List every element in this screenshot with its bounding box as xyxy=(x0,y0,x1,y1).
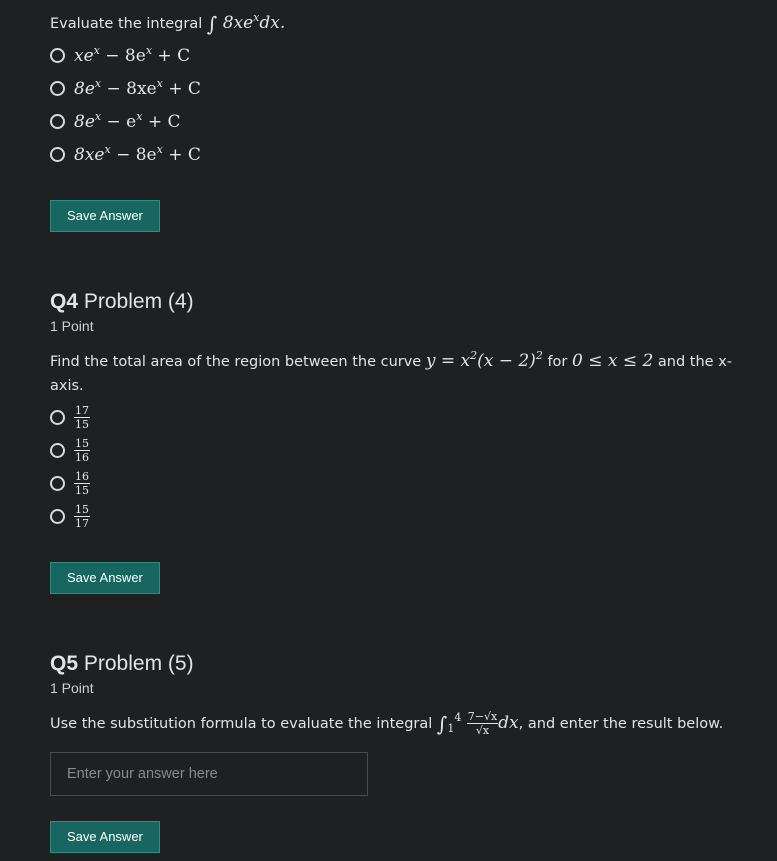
radio-button[interactable] xyxy=(50,114,65,129)
q4-number: Q4 xyxy=(50,290,79,313)
q4-option-4[interactable] xyxy=(50,500,90,533)
q5-title: Problem (5) xyxy=(83,652,194,675)
q4-save-button[interactable]: Save Answer xyxy=(50,562,160,594)
radio-button[interactable] xyxy=(50,509,65,524)
q3-option-1[interactable] xyxy=(50,39,201,72)
q5-heading xyxy=(50,652,194,676)
q4-range: 0 ≤ x ≤ 2 xyxy=(571,351,654,371)
radio-button[interactable] xyxy=(50,48,65,63)
q4-points: 1 Point xyxy=(50,318,94,334)
q3-integral: ∫ $8xe^xdx$. xyxy=(206,11,286,36)
q4-heading xyxy=(50,290,194,314)
fraction: $\frac{15}{17}$ xyxy=(75,503,89,530)
q3-save-button[interactable]: Save Answer xyxy=(50,200,160,232)
fraction: $\frac{15}{16}$ xyxy=(75,437,89,464)
q5-number: Q5 xyxy=(50,652,79,675)
q4-curve: $y = x^2(x - 2)^2$ xyxy=(425,349,543,371)
q4-options xyxy=(50,401,90,533)
q5-save-button[interactable]: Save Answer xyxy=(50,821,160,853)
q5-answer-input[interactable] xyxy=(50,752,368,796)
fraction: $\frac{17}{15}$ xyxy=(75,404,89,431)
q3-option-4[interactable] xyxy=(50,138,201,171)
q3-option-2[interactable] xyxy=(50,72,201,105)
option-label: $xe^x - 8e^x + C$ xyxy=(74,43,191,66)
q5-prompt: Use the substitution formula to evaluate the integral $\int_1^4$ $\frac{7-√x}{√x}$ dx, and enter the result below. xyxy=(50,710,724,737)
q4-option-2[interactable] xyxy=(50,434,90,467)
q3-options xyxy=(50,39,201,171)
q3-option-3[interactable] xyxy=(50,105,201,138)
fraction: $\frac{16}{15}$ xyxy=(75,470,89,497)
option-label: $8e^x - 8xe^x + C$ xyxy=(74,76,201,99)
radio-button[interactable] xyxy=(50,410,65,425)
q4-option-1[interactable] xyxy=(50,401,90,434)
q5-points: 1 Point xyxy=(50,680,94,696)
q3-prompt-text: Evaluate the integral xyxy=(50,16,203,32)
option-label: $8e^x - e^x + C$ xyxy=(74,109,181,132)
q4-prompt: Find the total area of the region between the curve $y = x^2(x - 2)^2$ for 0 ≤ x ≤ 2 and the x- axis. xyxy=(50,349,733,394)
radio-button[interactable] xyxy=(50,476,65,491)
radio-button[interactable] xyxy=(50,147,65,162)
radio-button[interactable] xyxy=(50,81,65,96)
q4-title: Problem (4) xyxy=(83,290,194,313)
q5-integral: $\int_1^4$ $\frac{7-√x}{√x}$ dx xyxy=(436,710,519,737)
q4-option-3[interactable] xyxy=(50,467,90,500)
q3-prompt xyxy=(50,11,285,36)
radio-button[interactable] xyxy=(50,443,65,458)
fraction: $\frac{7-√x}{√x}$ xyxy=(467,710,498,737)
option-label: $8xe^x - 8e^x + C$ xyxy=(74,142,201,165)
